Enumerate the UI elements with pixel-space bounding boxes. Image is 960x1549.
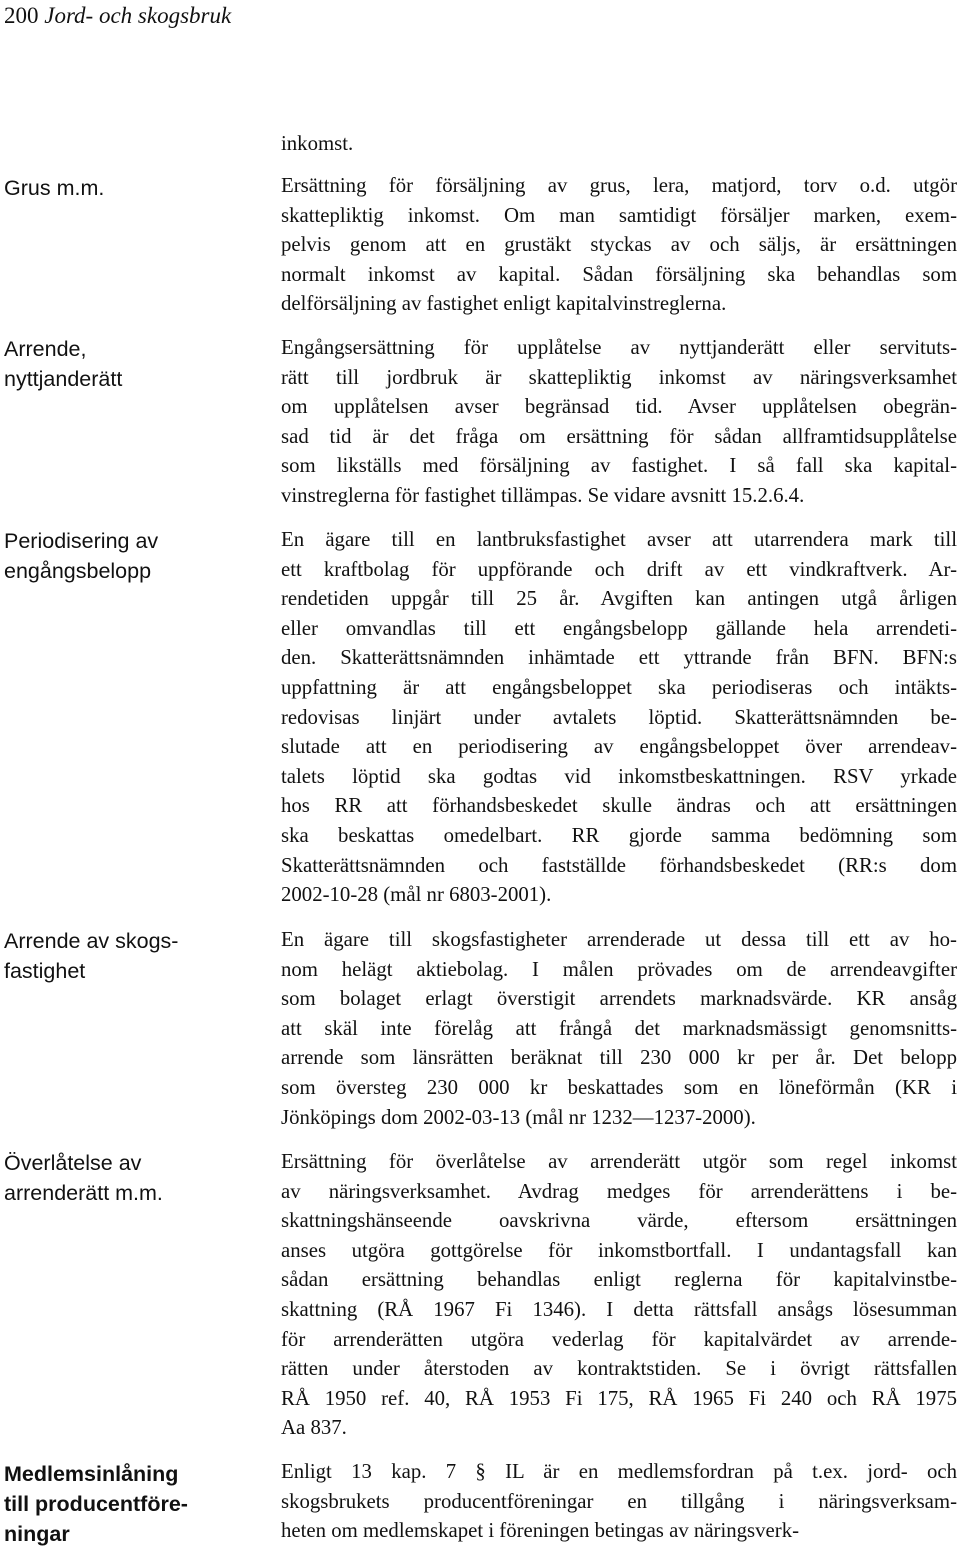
text-line: Medlemsinlåning bbox=[4, 1462, 179, 1486]
text-line: skattepliktig inkomst. Om man samtidigt försäljer marken, exem- bbox=[281, 203, 957, 227]
text-line: 2002-10-28 (mål nr 6803-2001). bbox=[281, 883, 552, 907]
text-line: Ersättning för försäljning av grus, lera, matjord, torv o.d. utgör bbox=[281, 174, 957, 197]
text-line: som bolaget erlagt överstigit arrendets marknadsvärde. KR ansåg bbox=[281, 987, 957, 1011]
text-line: nyttjanderätt bbox=[4, 367, 123, 391]
text-line: sad tid är det fråga om ersättning för sådan allframtidsupplåtelse bbox=[281, 424, 957, 448]
text-line: Överlåtelse av bbox=[4, 1151, 142, 1175]
text-line: rätt till jordbruk är skattepliktig inkomst av näringsverksamhet bbox=[281, 365, 957, 389]
text-line: ska beskattas omedelbart. RR gjorde samma bedömning som bbox=[281, 823, 957, 847]
text-line: Aa 837. bbox=[281, 1416, 347, 1440]
text-line: delförsäljning av fastighet enligt kapitalvinstreglerna. bbox=[281, 292, 727, 316]
paragraph-skogsfastighet bbox=[281, 925, 957, 1132]
text-line: ett kraftbolag för uppförande och drift av ett vindkraftverk. Ar- bbox=[281, 557, 957, 581]
margin-heading-overlatelse bbox=[4, 1148, 266, 1208]
paragraph-overlatelse bbox=[281, 1147, 957, 1443]
text-line: RÅ 1950 ref. 40, RÅ 1953 Fi 175, RÅ 1965 Fi 240 och RÅ 1975 bbox=[281, 1386, 957, 1410]
text-line: sådan ersättning behandlas enligt reglerna för kapitalvinstbe- bbox=[281, 1268, 957, 1292]
margin-heading-periodisering bbox=[4, 526, 266, 586]
text-line: att skäl inte förelåg att frångå det marknadsmässigt genomsnitts- bbox=[281, 1016, 957, 1040]
text-line: En ägare till en lantbruksfastighet avser att utarrendera mark till bbox=[281, 528, 957, 551]
text-line: uppfattning är att engångsbeloppet ska periodiseras och intäkts- bbox=[281, 675, 957, 699]
text-line: till producentföre- bbox=[4, 1492, 188, 1516]
text-line: vinstreglerna för fastighet tillämpas. Se vidare avsnitt 15.2.6.4. bbox=[281, 483, 805, 507]
text-line: den. Skatterättsnämnden inhämtade ett yttrande från BFN. BFN:s bbox=[281, 646, 957, 670]
text-line: Arrende, bbox=[4, 337, 87, 361]
text-line: inkomst. bbox=[281, 132, 354, 155]
text-line: heten om medlemskapet i föreningen betingas av näringsverk- bbox=[281, 1519, 800, 1543]
text-line: Grus m.m. bbox=[4, 176, 105, 200]
margin-heading-grus bbox=[4, 173, 266, 203]
text-line: eller omvandlas till ett engångsbelopp gällande hela arrendeti- bbox=[281, 616, 957, 640]
text-line: anses utgöra gottgörelse för inkomstbortfall. I undantagsfall kan bbox=[281, 1238, 957, 1262]
text-line: ningar bbox=[4, 1522, 70, 1546]
running-header bbox=[4, 2, 231, 30]
running-title: Jord- och skogsbruk bbox=[44, 3, 232, 28]
text-line: pelvis genom att en grustäkt styckas av och säljs, är ersättningen bbox=[281, 233, 957, 257]
text-line: hos RR att förhandsbeskedet skulle ändras och att ersättningen bbox=[281, 794, 957, 818]
text-line: rätten under återstoden av kontraktstiden. Se i övrigt rättsfallen bbox=[281, 1357, 957, 1381]
text-line: som likställs med försäljning av fastighet. I så fall ska kapital- bbox=[281, 454, 957, 478]
text-line: normalt inkomst av kapital. Sådan försäljning ska behandlas som bbox=[281, 262, 957, 286]
paragraph-periodisering bbox=[281, 525, 957, 910]
paragraph-grus bbox=[281, 171, 957, 319]
text-line: rendetiden uppgår till 25 år. Avgiften kan antingen utgå årligen bbox=[281, 587, 957, 611]
text-line: redovisas linjärt under avtalets löptid. Skatterättsnämnden be- bbox=[281, 705, 957, 729]
paragraph-continuation bbox=[281, 129, 957, 159]
text-line: Jönköpings dom 2002-03-13 (mål nr 1232—1237-2000). bbox=[281, 1105, 756, 1129]
text-line: talets löptid ska godtas vid inkomstbeskattningen. RSV yrkade bbox=[281, 764, 957, 788]
page-number: 200 bbox=[4, 3, 39, 28]
margin-heading-skogsfastighet bbox=[4, 926, 266, 986]
text-line: slutade att en periodisering av engångsbeloppet över arrendeav- bbox=[281, 735, 957, 759]
text-line: En ägare till skogsfastigheter arrenderade ut dessa till ett av ho- bbox=[281, 928, 957, 951]
text-line: Enligt 13 kap. 7 § IL är en medlemsfordran på t.ex. jord- och bbox=[281, 1460, 957, 1483]
text-line: fastighet bbox=[4, 959, 86, 983]
text-line: Periodisering av bbox=[4, 529, 159, 553]
text-line: arrende som länsrätten beräknat till 230 000 kr per år. Det belopp bbox=[281, 1046, 957, 1070]
paragraph-medlemsinlaning bbox=[281, 1457, 957, 1546]
paragraph-arrende bbox=[281, 333, 957, 511]
text-line: Arrende av skogs- bbox=[4, 929, 179, 953]
text-line: Ersättning för överlåtelse av arrenderätt utgör som regel inkomst bbox=[281, 1150, 957, 1173]
margin-heading-arrende bbox=[4, 334, 266, 394]
text-line: arrenderätt m.m. bbox=[4, 1181, 163, 1205]
text-line: Skatterättsnämnden och fastställde förhandsbeskedet (RR:s dom bbox=[281, 853, 957, 877]
margin-heading-medlemsinlaning bbox=[4, 1459, 266, 1549]
text-line: skattningshänseende oavskrivna värde, eftersom ersättningen bbox=[281, 1209, 957, 1233]
text-line: för arrenderätten utgöra vederlag för kapitalvärdet av arrende- bbox=[281, 1327, 957, 1351]
text-line: som översteg 230 000 kr beskattades som en löneförmån (KR i bbox=[281, 1075, 957, 1099]
text-line: skattning (RÅ 1967 Fi 1346). I detta rättsfall ansågs lösesumman bbox=[281, 1297, 957, 1321]
text-line: av näringsverksamhet. Avdrag medges för arrenderättens i be- bbox=[281, 1179, 957, 1203]
text-line: engångsbelopp bbox=[4, 559, 152, 583]
text-line: om upplåtelsen avser begränsad tid. Avser upplåtelsen obegrän- bbox=[281, 395, 957, 419]
text-line: skogsbrukets producentföreningar en tillgång i näringsverksam- bbox=[281, 1489, 957, 1513]
text-line: Engångsersättning för upplåtelse av nyttjanderätt eller servituts- bbox=[281, 336, 957, 359]
text-line: nom helägt aktiebolag. I målen prövades om de arrendeavgifter bbox=[281, 957, 957, 981]
